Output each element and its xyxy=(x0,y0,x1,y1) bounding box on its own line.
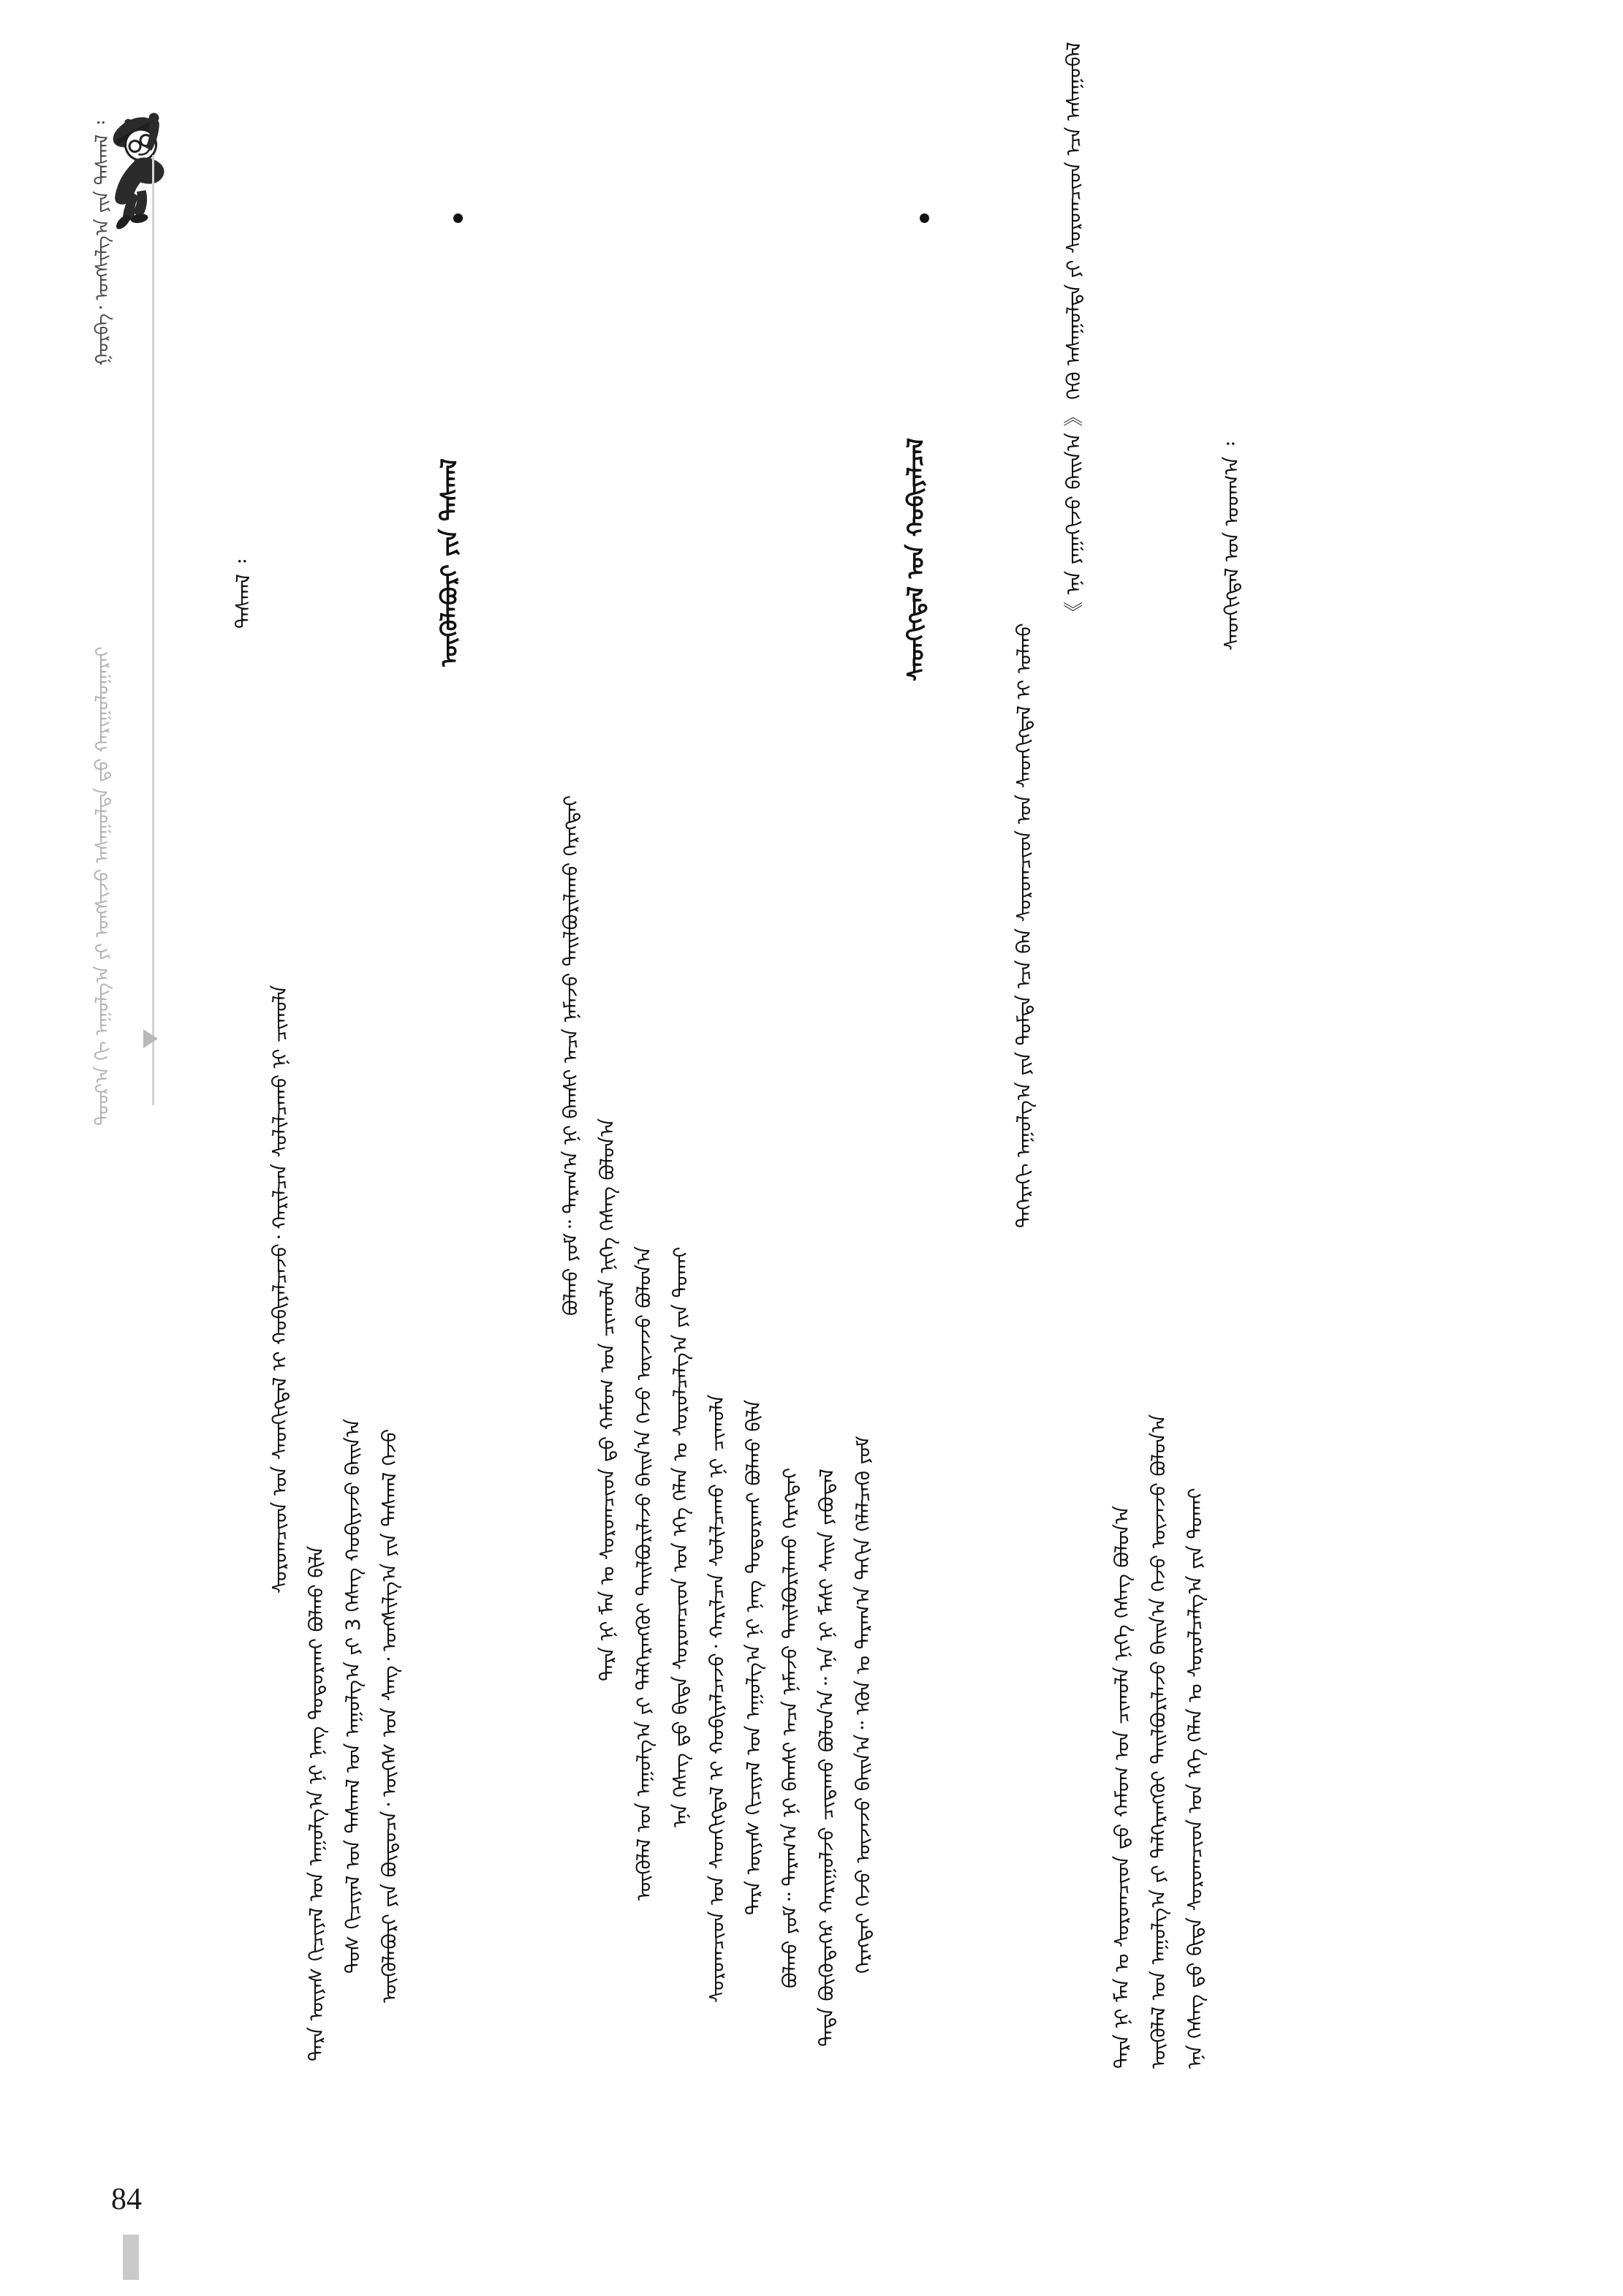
paragraph-column: ᠥᠭᠦᠯᠡᠯ ᠤᠨ ᠠᠭᠤᠯᠭ᠎ᠠ ᠶᠢ ᠳᠡᠯᠭᠡᠷᠡᠩᠭᠦᠢ ᠲᠠᠢᠯᠪᠤᠷᠢᠯᠠᠵᠤ ᠪᠠᠢᠨ᠎ᠠ ᠭᠡᠵᠦ ᠦᠵᠡᠵᠦ ᠪᠤᠯᠤᠨ᠎ᠠ xyxy=(1148,1414,1170,2069)
paragraph-column: ᠬᠡᠷᠡᠭᠲᠡᠢ ᠭᠡᠵᠦ ᠦᠵᠡᠵᠦ ᠪᠠᠢᠨ᠎ᠠ᠃ ᠡᠭᠦᠨ ᠤ ᠳᠠᠷᠠᠭ᠎ᠠ ᠳᠠᠬᠢᠨ ᠬᠡᠯᠡᠯᠴᠡᠬᠦ ᠶᠤᠮ xyxy=(852,1436,875,1974)
paragraph-column: ᠥᠭᠦᠯᠡᠯ ᠤᠨ ᠠᠭᠤᠯᠭ᠎ᠠ ᠶᠢ ᠳᠡᠯᠭᠡᠷᠡᠩᠭᠦᠢ ᠲᠠᠢᠯᠪᠤᠷᠢᠯᠠᠵᠤ ᠪᠠᠢᠨ᠎ᠠ ᠭᠡᠵᠦ ᠦᠵᠡᠵᠦ ᠪᠤᠯᠤᠨ᠎ᠠ xyxy=(633,1246,656,1901)
paragraph-column: ᠡᠨᠡ ᠬᠡᠰᠡᠭ ᠳ᠋ᠤ ᠪᠢᠳᠡ ᠰᠤᠷᠤᠭᠴᠢᠳ ᠤᠨ ᠡᠬᠡ ᠬᠡᠯᠡᠨ ᠤ ᠰᠤᠷᠤᠯᠴᠠᠯᠭ᠎ᠠ ᠶᠢᠨ ᠲᠤᠬᠠᠢ xyxy=(670,1246,692,1827)
page-number: 84 xyxy=(111,2183,142,2216)
section-heading: ᠦᠭᠦᠯᠡᠪᠦᠷᠢ ᠶᠢᠨ ᠳᠠᠰᠬᠠᠯ xyxy=(436,458,463,667)
paragraph-column: ᠳᠡᠭᠡᠷᠡᠬᠢ ᠠᠭᠤᠯᠭ᠎ᠠ ᠶᠢᠨ ᠳᠤᠮᠳᠠ ᠡᠴᠡ ᠪᠠᠨ ᠰᠤᠷᠤᠭᠴᠢᠳ ᠤᠨ ᠰᠡᠳᠬᠢᠭᠳᠡᠯ ᠢ ᠤᠯᠬᠤ xyxy=(1013,623,1036,1228)
paragraph-column: ᠲᠡᠳᠡ ᠪᠦᠭᠦᠳᠡᠭᠡᠷ ᠬᠠᠷᠢᠭᠤᠯᠵᠤ ᠴᠢᠳᠠᠬᠤ ᠪᠤᠯᠤᠨ᠎ᠠ᠃ ᠡᠨᠡ ᠨᠢ ᠮᠠᠰᠢ ᠰᠠᠢᠨ ᠶᠠᠪᠤᠳᠠᠯ xyxy=(816,1469,839,2047)
section-heading: ᠰᠡᠳᠬᠢᠭᠳᠡᠯ ᠤᠨ ᠬᠤᠪᠢᠶᠠᠯᠴᠠᠯ xyxy=(903,438,929,681)
paragraph-column: ᠡᠨᠡ ᠬᠡᠰᠡᠭ ᠳ᠋ᠤ ᠪᠢᠳᠡ ᠰᠤᠷᠤᠭᠴᠢᠳ ᠤᠨ ᠡᠬᠡ ᠬᠡᠯᠡᠨ ᠤ ᠰᠤᠷᠤᠯᠴᠠᠯᠭ᠎ᠠ ᠶᠢᠨ ᠲᠤᠬᠠᠢ xyxy=(1184,1488,1207,2069)
paragraph-column: ᠦᠭᠦᠯᠡᠪᠦᠷᠢ ᠶᠢᠨ ᠪᠦᠲᠦᠴᠡ᠂ ᠦᠭᠡᠰ ᠤᠨ ᠰᠠᠩ᠂ ᠤᠩᠰᠢᠯᠭ᠎ᠠ ᠶᠢᠨ ᠳᠠᠰᠬᠠᠯ ᠭᠡᠵᠦ xyxy=(379,1428,401,2003)
paragraph-column: ᠲᠡᠷᠡ ᠦᠶᠡᠰ ᠬᠢᠴᠢᠶᠡᠯ ᠤᠨ ᠠᠭᠤᠯᠭ᠎ᠠ ᠨᠢ ᠨᠡᠩ ᠲᠤᠳᠤᠷᠬᠠᠢ ᠪᠤᠯᠬᠤ ᠪᠢᠯᠡ xyxy=(306,1545,328,2061)
page-footer-bar xyxy=(123,2235,139,2280)
paragraph-column: ᠪᠤᠯᠬᠤ ᠶᠤᠮ᠃ ᠳᠠᠷᠠᠭ᠎ᠠ ᠨᠢ ᠪᠠᠭᠰᠢ ᠠᠴᠠ ᠨᠡᠮᠡᠵᠦ ᠲᠠᠢᠯᠪᠤᠷᠢᠯᠠᠬᠤ ᠬᠡᠷᠡᠭᠲᠡᠢ xyxy=(779,1467,802,1988)
paragraph-column: ᠰᠤᠷᠤᠭᠴᠢᠳ ᠤᠨ ᠰᠡᠳᠬᠢᠭᠳᠡᠯ ᠢ ᠬᠤᠪᠢᠶᠠᠯᠴᠠᠵᠤ᠂ ᠬᠠᠷᠢᠯᠴᠠᠨ ᠰᠤᠯᠢᠯᠴᠠᠬᠤ ᠨᠢ ᠴᠢᠬᠤᠯᠠ xyxy=(269,985,292,1594)
paragraph-column: ᠰᠤᠷᠤᠭᠴᠢᠳ ᠤᠨ ᠰᠡᠳᠬᠢᠭᠳᠡᠯ ᠢ ᠬᠤᠪᠢᠶᠠᠯᠴᠠᠵᠤ᠂ ᠬᠠᠷᠢᠯᠴᠠᠨ ᠰᠤᠯᠢᠯᠴᠠᠬᠤ ᠨᠢ ᠴᠢᠬᠤᠯᠠ xyxy=(706,1394,729,2003)
margin-note-text: ᠳᠣᠣᠷ᠎ᠠ ᠬᠢ ᠠᠭᠤᠯᠭ᠎ᠠ ᠶᠢ ᠤᠩᠰᠢᠵᠤ ᠠᠰᠠᠭᠤᠯᠲᠠ ᠳ᠋ᠤ ᠬᠠᠷᠢᠭᠤᠯᠤᠭᠠᠷᠠᠢ xyxy=(91,646,113,1126)
mascot-illustration xyxy=(46,80,233,249)
margin-note-arrow-icon xyxy=(143,1029,158,1048)
section-bullet-icon xyxy=(920,213,929,223)
paragraph-column: ᠲᠤᠰ ᠬᠢᠴᠢᠶᠡᠯ ᠤᠨ ᠳᠠᠰᠬᠠᠯ ᠤᠨ ᠠᠭᠤᠯᠭ᠎ᠠ ᠶᠢ 3 ᠬᠡᠰᠡᠭ ᠬᠤᠪᠢᠶᠠᠵᠤ ᠪᠠᠢᠨ᠎ᠠ xyxy=(342,1418,365,1974)
section-bullet-icon xyxy=(453,213,463,223)
quoted-title-column: 《 ᠡᠨᠡ ᠶᠠᠭᠠᠬᠢᠵᠤ ᠪᠠᠢᠨ᠎ᠠ 》 ᠭᠡᠬᠦ ᠠᠰᠠᠭᠤᠯᠲᠠ ᠶᠢ ᠰᠤᠷᠤᠭᠴᠢᠳ ᠡᠴᠡ ᠠᠰᠠᠭᠤᠪᠠᠯ xyxy=(1063,42,1086,621)
paragraph-column: ᠲᠡᠷᠡ ᠨᠢ ᠮᠠᠨ ᠤ ᠰᠤᠷᠤᠭᠴᠢᠳ ᠳ᠋ᠤ ᠬᠠᠮᠤᠭ ᠤᠨ ᠴᠢᠬᠤᠯᠠ ᠨᠢᠭᠡ ᠬᠡᠰᠡᠭ ᠪᠤᠯᠤᠨ᠎ᠠ xyxy=(1111,1505,1134,2069)
paragraph-column: ᠰᠡᠳᠬᠢᠭᠳᠡᠯ ᠤᠨ ᠤᠳᠬ᠎ᠠ ᠄ xyxy=(1221,442,1244,651)
margin-note-label: ᠭᠤᠷᠪᠠ᠂ ᠤᠩᠰᠢᠯᠭ᠎ᠠ ᠶᠢᠨ ᠳᠠᠰᠬᠠᠯ ᠄ xyxy=(91,121,113,365)
paragraph-column: ᠳᠠᠰᠬᠠᠯ ᠄ xyxy=(232,559,255,629)
paragraph-column: ᠪᠤᠯᠬᠤ ᠶᠤᠮ᠃ ᠳᠠᠷᠠᠭ᠎ᠠ ᠨᠢ ᠪᠠᠭᠰᠢ ᠠᠴᠠ ᠨᠡᠮᠡᠵᠦ ᠲᠠᠢᠯᠪᠤᠷᠢᠯᠠᠬᠤ ᠬᠡᠷᠡᠭᠲᠡᠢ xyxy=(560,795,583,1316)
paragraph-column: ᠲᠡᠷᠡ ᠨᠢ ᠮᠠᠨ ᠤ ᠰᠤᠷᠤᠭᠴᠢᠳ ᠳ᠋ᠤ ᠬᠠᠮᠤᠭ ᠤᠨ ᠴᠢᠬᠤᠯᠠ ᠨᠢᠭᠡ ᠬᠡᠰᠡᠭ ᠪᠤᠯᠤᠨ᠎ᠠ xyxy=(597,1118,619,1681)
margin-note-rule xyxy=(152,155,154,1105)
paragraph-column: ᠲᠡᠷᠡ ᠦᠶᠡᠰ ᠬᠢᠴᠢᠶᠡᠯ ᠤᠨ ᠠᠭᠤᠯᠭ᠎ᠠ ᠨᠢ ᠨᠡᠩ ᠲᠤᠳᠤᠷᠬᠠᠢ ᠪᠤᠯᠬᠤ ᠪᠢᠯᠡ xyxy=(743,1399,765,1915)
